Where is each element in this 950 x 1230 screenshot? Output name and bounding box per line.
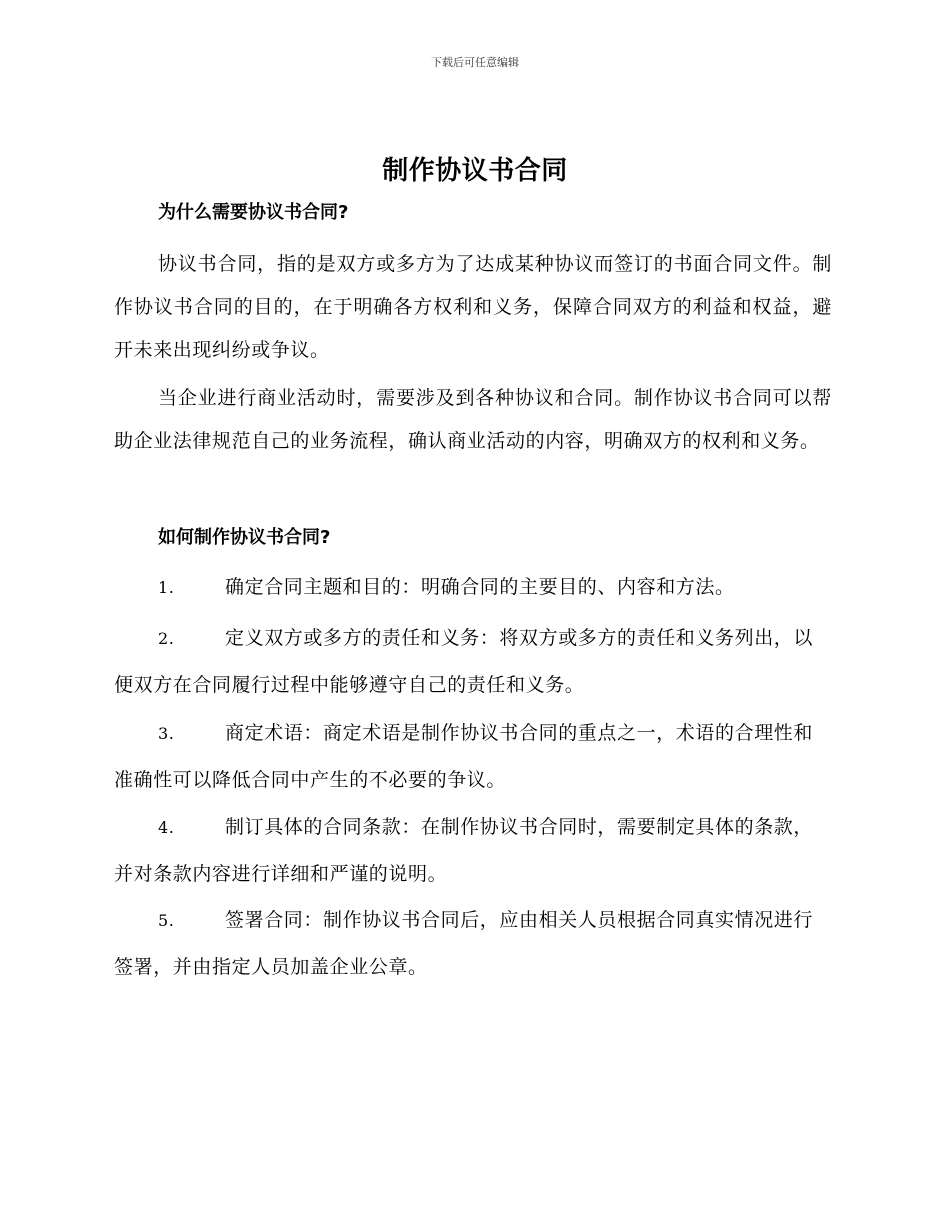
- page-header: 下载后可任意编辑: [431, 56, 519, 69]
- list-item-number: 4.: [158, 818, 175, 837]
- section-heading-why: 为什么需要协议书合同?: [158, 202, 349, 223]
- section-heading-how: 如何制作协议书合同?: [158, 527, 331, 548]
- list-item-text: 商定术语：商定术语是制作协议书合同的重点之一，术语的合理性和准确性可以降低合同中产生的不必要的争议。: [114, 722, 814, 791]
- list-item: [114, 615, 832, 709]
- list-item-text: 制订具体的合同条款：在制作协议书合同时，需要制定具体的条款，并对条款内容进行详细和严谨的说明。: [114, 816, 814, 885]
- list-item-text: 签署合同：制作协议书合同后，应由相关人员根据合同真实情况进行签署，并由指定人员加盖企业公章。: [114, 909, 814, 978]
- list-item: [114, 710, 832, 804]
- list-item: [114, 564, 832, 611]
- document-title: 制作协议书合同: [382, 156, 568, 186]
- list-item-number: 5.: [158, 911, 175, 930]
- list-item-text: 确定合同主题和目的：明确合同的主要目的、内容和方法。: [225, 576, 735, 598]
- list-item-number: 3.: [158, 724, 175, 743]
- list-item-number: 1.: [158, 578, 175, 597]
- list-item-text: 定义双方或多方的责任和义务：将双方或多方的责任和义务列出，以便双方在合同履行过程中能够遵守自己的责任和义务。: [114, 627, 814, 696]
- list-item: [114, 897, 832, 991]
- list-item: [114, 804, 832, 898]
- paragraph-definition: 协议书合同，指的是双方或多方为了达成某种协议而签订的书面合同文件。制作协议书合同的目的，在于明确各方权利和义务，保障合同双方的利益和权益，避开未来出现纠纷或争议。: [114, 253, 832, 361]
- paragraph-business: 当企业进行商业活动时，需要涉及到各种协议和合同。制作协议书合同可以帮助企业法律规范自己的业务流程，确认商业活动的内容，明确双方的权利和义务。: [114, 387, 832, 452]
- list-item-number: 2.: [158, 629, 175, 648]
